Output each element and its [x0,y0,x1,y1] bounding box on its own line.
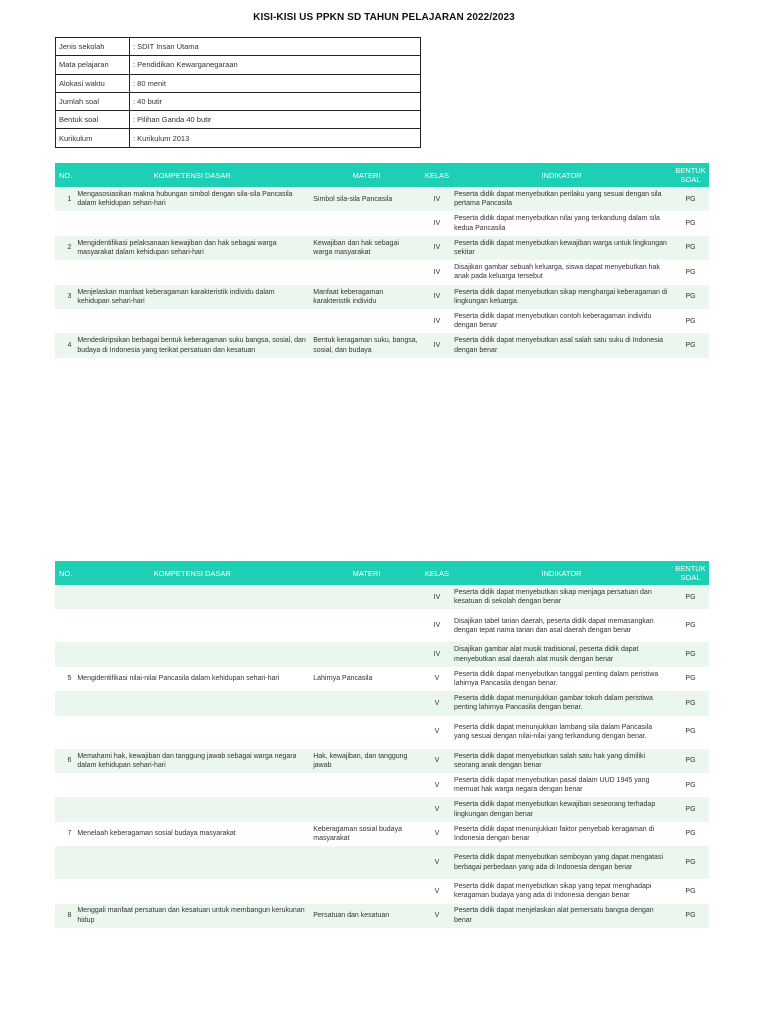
row-no [55,609,74,642]
row-materi [310,773,423,797]
table-row [55,642,709,666]
row-kompetensi-dasar [74,691,310,715]
row-materi: Persatuan dan kesatuan [310,904,423,928]
document-title: KISI-KISI US PPKN SD TAHUN PELAJARAN 2022/2023 [253,12,515,23]
table-header-row [55,163,709,187]
row-materi [310,260,423,284]
row-bentuk-soal: PG [672,822,709,846]
row-materi [310,846,423,879]
row-no [55,846,74,879]
row-indikator: Peserta didik dapat menyebutkan pasal dalam UUD 1945 yang memuat hak warga negara dengan benar [451,773,672,797]
row-kelas: V [423,822,451,846]
info-row [56,38,421,56]
table-row [55,716,709,749]
info-key: Jumlah soal [56,92,130,110]
kisi-table-1 [55,163,709,358]
row-kompetensi-dasar: Mengidentifikasi pelaksanaan kewajiban dan hak sebagai warga masyarakat dalam kehidupan sehari-hari [74,236,310,260]
row-kompetensi-dasar [74,585,310,609]
table-row [55,260,709,284]
row-kelas: V [423,773,451,797]
row-no [55,309,74,333]
header-kelas: KELAS [423,561,451,585]
table-row [55,691,709,715]
row-bentuk-soal: PG [672,309,709,333]
info-value: : Pendidikan Kewarganegaraan [130,56,421,74]
row-materi [310,309,423,333]
header-kelas: KELAS [423,163,451,187]
row-bentuk-soal: PG [672,879,709,903]
table-row [55,285,709,309]
row-indikator: Peserta didik dapat menyebutkan kewajiban warga untuk lingkungan sekitar [451,236,672,260]
row-no [55,211,74,235]
header-bentuk-soal: BENTUK SOAL [672,163,709,187]
row-no [55,879,74,903]
table-row [55,822,709,846]
row-bentuk-soal: PG [672,904,709,928]
info-key: Kurikulum [56,129,130,147]
row-no: 6 [55,749,74,773]
info-value: : SDIT Insan Utama [130,38,421,56]
row-no [55,691,74,715]
row-bentuk-soal: PG [672,260,709,284]
row-kompetensi-dasar [74,716,310,749]
row-indikator: Peserta didik dapat menyebutkan semboyan yang dapat mengatasi berbagai perbedaan yang ada di Indonesia dengan benar [451,846,672,879]
row-materi [310,797,423,821]
row-indikator: Disajikan gambar alat musik tradisional, peserta didik dapat menyebutkan asal daerah alat musik dengan benar [451,642,672,666]
row-indikator: Peserta didik dapat menunjukkan lambang sila dalam Pancasila yang sesuai dengan nilai-nilai yang terkandung dengan benar. [451,716,672,749]
row-no [55,642,74,666]
header-materi: MATERI [310,561,423,585]
row-kompetensi-dasar [74,609,310,642]
table-row [55,309,709,333]
row-materi: Lahirnya Pancasila [310,667,423,691]
row-kompetensi-dasar: Menelaah keberagaman sosial budaya masyarakat [74,822,310,846]
row-no [55,797,74,821]
header-kompetensi-dasar: KOMPETENSI DASAR [74,561,310,585]
row-indikator: Peserta didik dapat menyebutkan contoh keberagaman individu dengan benar [451,309,672,333]
table-row [55,773,709,797]
header-indikator: INDIKATOR [451,561,672,585]
row-bentuk-soal: PG [672,187,709,211]
row-indikator: Peserta didik dapat menyebutkan salah satu hak yang dimiliki seorang anak dengan benar [451,749,672,773]
row-kelas: IV [423,285,451,309]
table-row [55,749,709,773]
row-kelas: IV [423,187,451,211]
row-bentuk-soal: PG [672,609,709,642]
row-kelas: V [423,879,451,903]
row-materi [310,585,423,609]
row-no: 4 [55,333,74,357]
row-no [55,585,74,609]
row-kelas: IV [423,236,451,260]
row-materi [310,609,423,642]
table-row [55,904,709,928]
row-indikator: Peserta didik dapat menyebutkan asal salah satu suku di Indonesia dengan benar [451,333,672,357]
row-bentuk-soal: PG [672,236,709,260]
row-bentuk-soal: PG [672,716,709,749]
table-row [55,211,709,235]
row-kompetensi-dasar [74,879,310,903]
info-row [56,111,421,129]
row-materi: Manfaat keberagaman karakteristik individu [310,285,423,309]
info-key: Bentuk soal [56,111,130,129]
info-row [56,74,421,92]
row-bentuk-soal: PG [672,846,709,879]
info-row [56,92,421,110]
row-materi: Simbol sila-sila Pancasila [310,187,423,211]
row-bentuk-soal: PG [672,642,709,666]
row-kompetensi-dasar: Mendeskripsikan berbagai bentuk keberagaman suku bangsa, sosial, dan budaya di Indonesia yang terikat persatuan dan kesatuan [74,333,310,357]
row-kelas: V [423,797,451,821]
table-row [55,585,709,609]
table-row [55,236,709,260]
info-value: : Pilihan Ganda 40 butir [130,111,421,129]
row-indikator: Peserta didik dapat menyebutkan nilai yang terkandung dalam sila kedua Pancasila [451,211,672,235]
row-bentuk-soal: PG [672,585,709,609]
info-value: : 80 menit [130,74,421,92]
row-no: 1 [55,187,74,211]
row-no: 3 [55,285,74,309]
row-kompetensi-dasar: Mengidentifikasi nilai-nilai Pancasila dalam kehidupan sehari-hari [74,667,310,691]
row-indikator: Peserta didik dapat menyebutkan sikap yang tepat menghadapi keragaman budaya yang ada di Indonesia dengan benar [451,879,672,903]
table-row [55,667,709,691]
row-bentuk-soal: PG [672,285,709,309]
row-no: 8 [55,904,74,928]
info-table [55,37,421,148]
row-materi: Kewajiban dan hak sebagai warga masyarakat [310,236,423,260]
header-bentuk-soal: BENTUK SOAL [672,561,709,585]
row-materi: Hak, kewajiban, dan tanggung jawab [310,749,423,773]
row-kompetensi-dasar [74,260,310,284]
row-kompetensi-dasar [74,211,310,235]
table-row [55,187,709,211]
kisi-table-2 [55,561,709,928]
row-kompetensi-dasar: Memahami hak, kewajiban dan tanggung jawab sebagai warga negara dalam kehidupan sehari-hari [74,749,310,773]
row-kompetensi-dasar [74,846,310,879]
row-kompetensi-dasar: Mengasosiasikan makna hubungan simbol dengan sila-sila Pancasila dalam kehidupan sehari-hari [74,187,310,211]
row-kelas: IV [423,609,451,642]
row-materi [310,879,423,903]
info-value: : Kurikulum 2013 [130,129,421,147]
header-materi: MATERI [310,163,423,187]
row-materi [310,642,423,666]
row-materi [310,716,423,749]
row-bentuk-soal: PG [672,211,709,235]
row-materi [310,691,423,715]
row-kelas: IV [423,260,451,284]
row-bentuk-soal: PG [672,773,709,797]
row-indikator: Peserta didik dapat menunjukkan gambar tokoh dalam peristiwa penting lahirnya Pancasila dengan benar. [451,691,672,715]
row-no: 2 [55,236,74,260]
row-indikator: Peserta didik dapat menjelaskan alat pemersatu bangsa dengan benar [451,904,672,928]
header-kompetensi-dasar: KOMPETENSI DASAR [74,163,310,187]
header-no: NO. [55,561,74,585]
row-bentuk-soal: PG [672,749,709,773]
row-indikator: Disajikan gambar sebuah keluarga, siswa dapat menyebutkan hak anak pada keluarga tersebut [451,260,672,284]
row-bentuk-soal: PG [672,333,709,357]
row-materi: Bentuk keragaman suku, bangsa, sosial, dan budaya [310,333,423,357]
row-indikator: Disajikan tabel tarian daerah, peserta didik dapat memasangkan dengan tepat nama tarian dan asal daerah dengan benar [451,609,672,642]
row-indikator: Peserta didik dapat menyebutkan sikap menjaga persatuan dan kesatuan di sekolah dengan benar [451,585,672,609]
row-kompetensi-dasar [74,773,310,797]
row-bentuk-soal: PG [672,797,709,821]
row-bentuk-soal: PG [672,691,709,715]
info-row [56,129,421,147]
row-kelas: V [423,749,451,773]
table-row [55,879,709,903]
row-no [55,773,74,797]
info-key: Mata pelajaran [56,56,130,74]
row-kelas: IV [423,333,451,357]
row-kelas: IV [423,309,451,333]
table-header-row [55,561,709,585]
row-kelas: V [423,691,451,715]
row-materi: Keberagaman sosial budaya masyarakat [310,822,423,846]
row-no [55,716,74,749]
row-indikator: Peserta didik dapat menyebutkan perilaku yang sesuai dengan sila pertama Pancasila [451,187,672,211]
row-kelas: V [423,846,451,879]
row-kelas: V [423,904,451,928]
table-row [55,846,709,879]
row-kompetensi-dasar [74,642,310,666]
info-row [56,56,421,74]
table-row [55,797,709,821]
row-indikator: Peserta didik dapat menunjukkan faktor penyebab keragaman di Indonesia dengan benar [451,822,672,846]
row-kelas: IV [423,211,451,235]
table-row [55,333,709,357]
header-no: NO. [55,163,74,187]
row-kompetensi-dasar: Menjelaskan manfaat keberagaman karakteristik individu dalam kehidupan sehari-hari [74,285,310,309]
row-kompetensi-dasar: Menggali manfaat persatuan dan kesatuan untuk membangun kerukunan hidup [74,904,310,928]
info-value: : 40 butir [130,92,421,110]
row-bentuk-soal: PG [672,667,709,691]
row-no [55,260,74,284]
row-indikator: Peserta didik dapat menyebutkan tanggal penting dalam peristiwa lahirnya Pancasila dengan benar. [451,667,672,691]
header-indikator: INDIKATOR [451,163,672,187]
row-no: 7 [55,822,74,846]
table-row [55,609,709,642]
row-no: 5 [55,667,74,691]
row-kompetensi-dasar [74,309,310,333]
row-kelas: V [423,716,451,749]
row-kelas: V [423,667,451,691]
info-key: Alokasi waktu [56,74,130,92]
row-kelas: IV [423,642,451,666]
row-indikator: Peserta didik dapat menyebutkan sikap menghargai keberagaman di lingkungan keluarga. [451,285,672,309]
row-kompetensi-dasar [74,797,310,821]
info-key: Jenis sekolah [56,38,130,56]
row-indikator: Peserta didik dapat menyebutkan kewajiban seseorang terhadap lingkungan dengan benar [451,797,672,821]
row-kelas: IV [423,585,451,609]
row-materi [310,211,423,235]
